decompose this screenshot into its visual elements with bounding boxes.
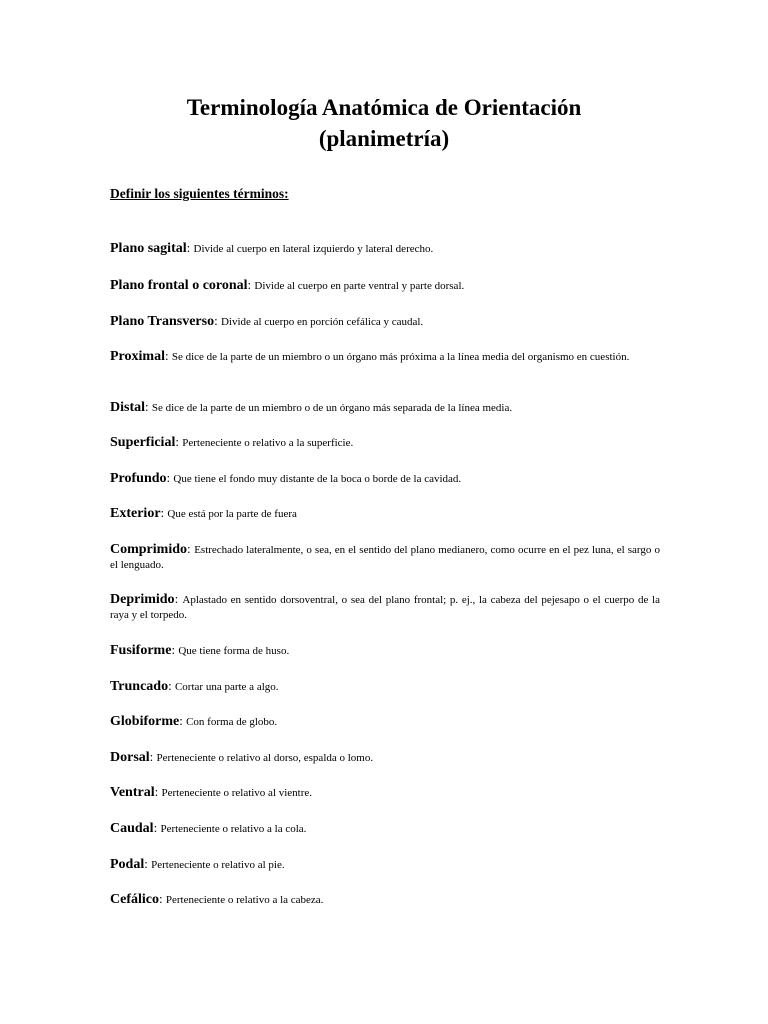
entry-term: Cefálico	[110, 892, 159, 907]
title-line-2: (planimetría)	[318, 126, 450, 151]
entry-podal: Podal: Perteneciente o relativo al pie.	[110, 856, 285, 872]
entry-plano-sagital: Plano sagital: Divide al cuerpo en lateral izquierdo y lateral derecho.	[110, 240, 434, 256]
document-title	[0, 92, 768, 154]
entry-definition: Que tiene forma de huso.	[178, 645, 290, 657]
entry-definition: Divide al cuerpo en parte ventral y parte dorsal.	[254, 280, 465, 292]
entry-definition: Con forma de globo.	[186, 716, 278, 728]
entry-truncado: Truncado: Cortar una parte a algo.	[110, 678, 279, 694]
entry-definition: Estrechado lateralmente, o sea, en el sentido del plano medianero, como ocurre en el pez luna, el sargo o el lenguado.	[110, 544, 660, 571]
entry-term: Ventral	[110, 785, 155, 800]
entry-ventral: Ventral: Perteneciente o relativo al vientre.	[110, 784, 313, 800]
entry-superficial: Superficial: Perteneciente o relativo a la superficie.	[110, 434, 354, 450]
entry-term: Plano sagital	[110, 241, 187, 256]
entry-definition: Perteneciente o relativo a la superficie.	[182, 437, 354, 449]
entry-deprimido: Deprimido: Aplastado en sentido dorsoventral, o sea del plano frontal; p. ej., la cabeza del pejesapo o el cuerpo de la raya y el torpedo.	[110, 591, 660, 621]
entry-term: Globiforme	[110, 714, 180, 729]
entry-definition: Perteneciente o relativo a la cabeza.	[165, 894, 324, 906]
entry-term: Comprimido	[110, 542, 187, 557]
entry-globiforme: Globiforme: Con forma de globo.	[110, 713, 278, 729]
entry-term: Caudal	[110, 821, 154, 836]
entry-fusiforme: Fusiforme: Que tiene forma de huso.	[110, 642, 290, 658]
entry-definition: Que está por la parte de fuera	[167, 508, 297, 520]
entry-term: Exterior	[110, 506, 161, 521]
entry-definition: Se dice de la parte de un miembro o de un órgano más separada de la línea media.	[151, 402, 513, 414]
section-heading: Definir los siguientes términos:	[110, 186, 289, 201]
entry-plano-transverso: Plano Transverso: Divide al cuerpo en porción cefálica y caudal.	[110, 313, 424, 329]
entry-definition: Aplastado en sentido dorsoventral, o sea del plano frontal; p. ej., la cabeza del pejesapo o el cuerpo de la raya y el torpedo.	[110, 594, 660, 621]
entry-comprimido: Comprimido: Estrechado lateralmente, o sea, en el sentido del plano medianero, como ocurre en el pez luna, el sargo o el lenguado.	[110, 541, 660, 571]
entry-definition: Perteneciente o relativo al pie.	[151, 859, 285, 871]
entry-definition: Cortar una parte a algo.	[174, 681, 279, 693]
entry-term: Plano Transverso	[110, 314, 215, 329]
entry-definition: Divide al cuerpo en lateral izquierdo y lateral derecho.	[193, 243, 434, 255]
entry-term: Proximal	[110, 349, 165, 364]
entry-definition: Perteneciente o relativo a la cola.	[160, 823, 307, 835]
entry-definition: Perteneciente o relativo al vientre.	[161, 787, 313, 799]
entry-definition: Divide al cuerpo en porción cefálica y caudal.	[220, 316, 424, 328]
title-line-1: Terminología Anatómica de Orientación	[186, 95, 582, 120]
entry-term: Distal	[110, 400, 145, 415]
entry-term: Deprimido	[110, 592, 175, 607]
entry-definition: Perteneciente o relativo al dorso, espalda o lomo.	[156, 752, 374, 764]
entry-term: Plano frontal o coronal	[110, 278, 248, 293]
entry-profundo: Profundo: Que tiene el fondo muy distante de la boca o borde de la cavidad.	[110, 470, 462, 486]
entry-exterior: Exterior: Que está por la parte de fuera	[110, 505, 297, 521]
entry-term: Fusiforme	[110, 643, 172, 658]
entry-cefalico: Cefálico: Perteneciente o relativo a la cabeza.	[110, 891, 324, 907]
entry-term: Podal	[110, 857, 145, 872]
entry-term: Truncado	[110, 679, 169, 694]
entry-proximal: Proximal: Se dice de la parte de un miembro o un órgano más próxima a la línea media del organismo en cuestión.	[110, 348, 630, 364]
entry-definition: Que tiene el fondo muy distante de la boca o borde de la cavidad.	[173, 473, 462, 485]
entry-term: Profundo	[110, 471, 167, 486]
entry-plano-frontal: Plano frontal o coronal: Divide al cuerpo en parte ventral y parte dorsal.	[110, 277, 465, 293]
entry-caudal: Caudal: Perteneciente o relativo a la cola.	[110, 820, 307, 836]
entry-distal: Distal: Se dice de la parte de un miembro o de un órgano más separada de la línea media.	[110, 399, 513, 415]
entry-term: Dorsal	[110, 750, 150, 765]
entry-term: Superficial	[110, 435, 176, 450]
entry-dorsal: Dorsal: Perteneciente o relativo al dorso, espalda o lomo.	[110, 749, 374, 765]
entry-definition: Se dice de la parte de un miembro o un órgano más próxima a la línea media del organismo en cuestión.	[171, 351, 630, 363]
